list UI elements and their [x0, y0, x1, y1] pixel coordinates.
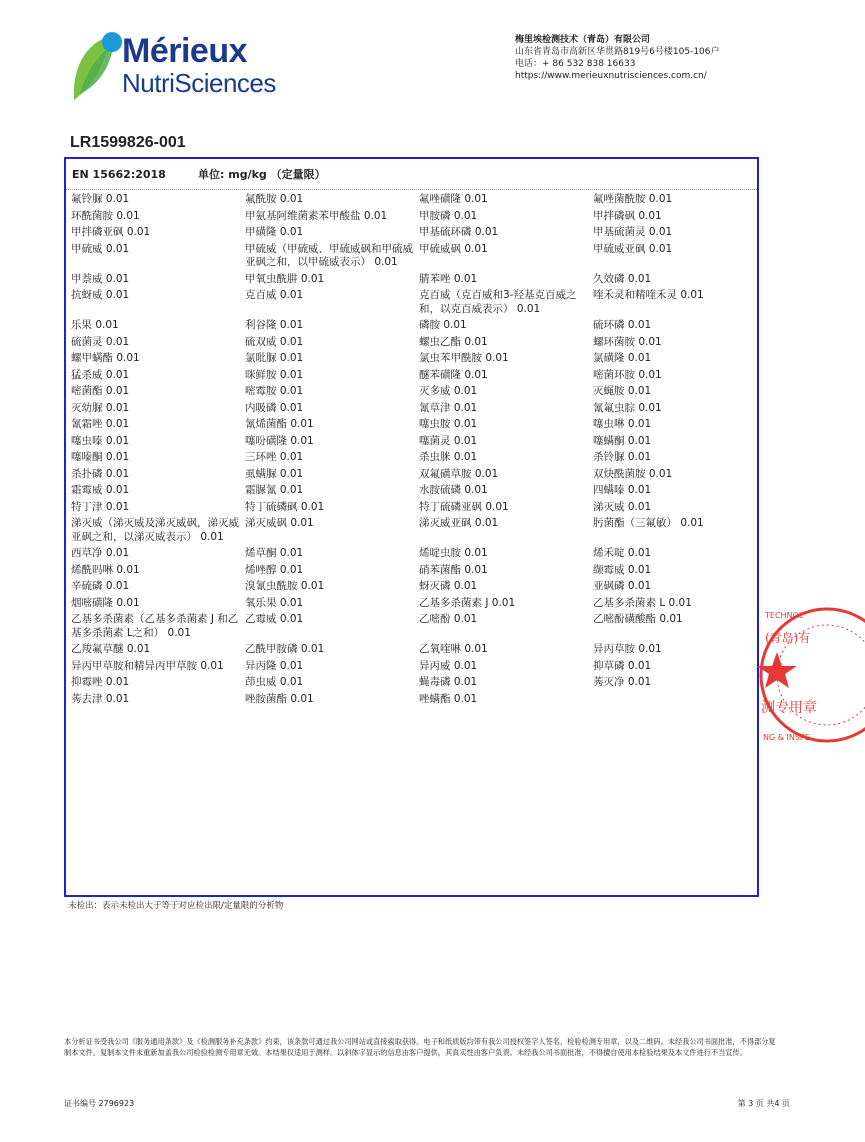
company-logo [70, 30, 280, 102]
analyte-cell: 双炔酰菌胺 0.01 [593, 467, 673, 480]
analyte-cell: 氰烯菌酯 0.01 [245, 418, 314, 430]
analyte-cell: 氟唑菌酰胺 0.01 [593, 193, 673, 205]
analyte-cell: 噻嗪酮 0.01 [71, 451, 130, 463]
analyte-cell: 氯吡脲 0.01 [245, 352, 304, 364]
analyte-cell: 甲磺隆 0.01 [245, 226, 304, 238]
analyte-cell: 乙嘧酚 0.01 [419, 613, 478, 625]
analyte-cell: 烯酰吗啉 0.01 [71, 563, 140, 576]
company-phone: 电话：+ 86 532 838 16633 [515, 59, 636, 69]
analyte-cell: 甲萘威 0.01 [71, 272, 130, 285]
legal-disclaimer: 本分析证书受我公司《服务通用条款》及《检测服务补充条款》约束，该条款可通过我公司网站或直接索取获得。电子和纸质版均带有我公司授权签字人签名，检验检测专用章，以及二维码。未经我公司书面批准，不得部分复制本文件。复制本文件未重新加盖我公司检验检测专用章无效。本结果仅适用于测样。以斜体字显示的信息由客户提供，其真实性由客户负责。未经我公司书面批准，不得擅自使用本检验结果及本文件进行不当宣传。 [64, 1037, 776, 1057]
method-standard: EN 15662:2018 [72, 167, 166, 181]
analyte-cell: 三环唑 0.01 [245, 451, 304, 463]
svg-text:测专用章: 测专用章 [761, 700, 817, 716]
analyte-cell: 氧乐果 0.01 [245, 596, 304, 609]
analyte-cell: 烟嘧磺隆 0.01 [71, 596, 140, 609]
table-header [66, 159, 757, 190]
analyte-cell: 猛杀威 0.01 [71, 368, 130, 381]
analyte-cell: 腈苯唑 0.01 [419, 272, 478, 285]
analyte-cell: 嘧霉胺 0.01 [245, 385, 304, 397]
analyte-cell: 噻菌灵 0.01 [419, 434, 478, 447]
analyte-cell: 噻虫胺 0.01 [419, 418, 478, 430]
analyte-cell: 涕灭威（涕灭威及涕灭威砜，涕灭威亚砜之和，以涕灭威表示） 0.01 [71, 517, 239, 543]
analyte-cell: 氟铃脲 0.01 [71, 193, 130, 205]
svg-text:(青岛)有: (青岛)有 [765, 631, 811, 645]
svg-text:TECHNOL: TECHNOL [765, 611, 804, 620]
analyte-cell: 磷胺 0.01 [419, 319, 467, 331]
analyte-cell: 硝苯菌酯 0.01 [419, 563, 488, 576]
analyte-cell: 乙基多杀菌素 J 0.01 [419, 596, 516, 609]
analyte-cell: 氟酰胺 0.01 [245, 193, 304, 205]
page-number: 第 3 页 共4 页 [737, 1099, 790, 1108]
analyte-cell: 涕灭威砜 0.01 [245, 517, 314, 529]
analyte-cell: 莠灭净 0.01 [593, 676, 652, 688]
analyte-cell: 久效磷 0.01 [593, 272, 652, 285]
analyte-cell: 螺甲螨酯 0.01 [71, 352, 140, 364]
analyte-cell: 异丙威 0.01 [419, 659, 478, 672]
analyte-cell: 氰草津 0.01 [419, 401, 478, 414]
analyte-cell: 辛硫磷 0.01 [71, 580, 130, 592]
analyte-cell: 氯虫苯甲酰胺 0.01 [419, 352, 509, 364]
analyte-cell: 灭幼脲 0.01 [71, 401, 130, 414]
company-name: 梅里埃检测技术（青岛）有限公司 [515, 35, 651, 45]
analyte-cell: 甲拌磷砜 0.01 [593, 209, 662, 222]
official-seal [755, 590, 815, 760]
analyte-cell: 利谷隆 0.01 [245, 319, 304, 331]
analyte-cell: 特丁津 0.01 [71, 500, 130, 513]
analyte-cell: 环酰菌胺 0.01 [71, 209, 140, 222]
analyte-cell: 内吸磷 0.01 [245, 401, 304, 414]
company-info [515, 34, 785, 82]
analyte-grid [66, 190, 757, 706]
analyte-cell: 茚虫威 0.01 [245, 676, 304, 688]
analyte-cell: 螺虫乙酯 0.01 [419, 335, 488, 348]
analyte-cell: 噻虫嗪 0.01 [71, 434, 130, 447]
report-id: LR1599826-001 [70, 134, 186, 151]
analyte-cell: 唑胺菌酯 0.01 [245, 692, 314, 705]
analyte-cell: 乙酰甲胺磷 0.01 [245, 643, 325, 655]
analyte-cell: 四螨嗪 0.01 [593, 484, 652, 496]
certificate-number: 证书编号 2796923 [64, 1099, 135, 1108]
company-address: 山东省青岛市高新区华贯路819号6号楼105-106户 [515, 47, 720, 57]
analyte-cell [593, 690, 762, 707]
analyte-cell: 异丙甲草胺和精异丙甲草胺 0.01 [71, 659, 224, 672]
analyte-cell: 乙基多杀菌素 L 0.01 [593, 596, 692, 609]
analyte-cell: 甲硫威 0.01 [71, 242, 130, 255]
analyte-cell: 蚜灭磷 0.01 [419, 580, 478, 592]
analyte-cell: 喹禾灵和精喹禾灵 0.01 [593, 289, 704, 301]
analyte-cell: 乙羧氟草醚 0.01 [71, 643, 151, 655]
analyte-cell: 西草净 0.01 [71, 547, 130, 559]
analyte-cell: 甲硫威砜 0.01 [419, 242, 488, 255]
analyte-cell: 异丙草胺 0.01 [593, 643, 662, 655]
analyte-cell: 克百威 0.01 [245, 289, 304, 301]
analyte-cell: 硫双威 0.01 [245, 335, 304, 348]
analyte-cell: 甲基硫菌灵 0.01 [593, 226, 673, 238]
unit-label: 单位: mg/kg （定量限） [198, 168, 326, 181]
analyte-cell: 噻螨酮 0.01 [593, 434, 652, 447]
logo-title: Mérieux [122, 32, 247, 70]
analyte-cell: 蝇毒磷 0.01 [419, 676, 478, 688]
analyte-cell: 水胺硫磷 0.01 [419, 484, 488, 496]
analyte-cell: 甲拌磷亚砜 0.01 [71, 226, 151, 238]
analyte-cell: 涕灭威 0.01 [593, 500, 652, 513]
analyte-cell: 特丁硫磷亚砜 0.01 [419, 500, 509, 513]
analyte-cell: 甲硫威亚砜 0.01 [593, 242, 673, 255]
analyte-cell: 灭蝇胺 0.01 [593, 385, 652, 397]
analyte-cell: 嘧菌环胺 0.01 [593, 368, 662, 381]
analyte-cell: 甲基硫环磷 0.01 [419, 226, 499, 238]
analyte-cell: 氟唑磺隆 0.01 [419, 193, 488, 205]
analyte-cell: 杀铃脲 0.01 [593, 451, 652, 463]
results-table [64, 157, 759, 897]
analyte-cell: 涕灭威亚砜 0.01 [419, 517, 499, 529]
analyte-cell: 螺环菌胺 0.01 [593, 335, 662, 348]
analyte-cell: 氯磺隆 0.01 [593, 352, 652, 364]
footnote: 未检出：表示未检出大于等于对应检出限/定量限的分析物 [68, 901, 284, 911]
analyte-cell: 醚苯磺隆 0.01 [419, 368, 488, 381]
analyte-cell: 特丁硫磷砜 0.01 [245, 500, 325, 513]
analyte-cell: 乙嘧酚磺酸酯 0.01 [593, 613, 683, 625]
analyte-cell: 莠去津 0.01 [71, 692, 130, 705]
analyte-cell: 烯禾啶 0.01 [593, 547, 652, 559]
analyte-cell: 噻吩磺隆 0.01 [245, 434, 314, 447]
analyte-cell: 硫环磷 0.01 [593, 319, 652, 331]
analyte-cell: 虱螨脲 0.01 [245, 467, 304, 480]
analyte-cell: 烯啶虫胺 0.01 [419, 547, 488, 559]
analyte-cell: 氰霜唑 0.01 [71, 418, 130, 430]
analyte-cell: 甲胺磷 0.01 [419, 209, 478, 222]
analyte-cell: 抗蚜威 0.01 [71, 289, 130, 301]
analyte-cell: 噻虫啉 0.01 [593, 418, 652, 430]
analyte-cell: 抑草磷 0.01 [593, 659, 652, 672]
analyte-cell: 缬霉威 0.01 [593, 563, 652, 576]
analyte-cell: 氰氟虫腙 0.01 [593, 401, 662, 414]
analyte-cell: 嘧菌酯 0.01 [71, 385, 130, 397]
analyte-cell: 杀扑磷 0.01 [71, 467, 130, 480]
svg-text:NG & INSPE: NG & INSPE [763, 733, 810, 742]
analyte-cell: 溴氰虫酰胺 0.01 [245, 580, 325, 592]
analyte-cell: 克百威（克百威和3-羟基克百威之和，以克百威表示） 0.01 [419, 289, 577, 315]
analyte-cell: 甲硫威（甲硫威、甲硫威砜和甲硫威亚砜之和，以甲硫威表示） 0.01 [245, 242, 413, 268]
seal-icon [755, 590, 865, 760]
analyte-cell: 甲氧虫酰肼 0.01 [245, 272, 325, 285]
analyte-cell: 硫菌灵 0.01 [71, 335, 130, 348]
analyte-cell: 杀虫脒 0.01 [419, 451, 478, 463]
analyte-cell: 霜霉威 0.01 [71, 484, 130, 496]
analyte-cell: 乙氧喹啉 0.01 [419, 643, 488, 655]
analyte-cell: 霜脲氰 0.01 [245, 484, 304, 496]
analyte-cell: 甲氨基阿维菌素苯甲酸盐 0.01 [245, 209, 388, 222]
analyte-cell: 灭多威 0.01 [419, 385, 478, 397]
analyte-cell: 双氟磺草胺 0.01 [419, 467, 499, 480]
company-website[interactable]: https://www.merieuxnutrisciences.com.cn/ [515, 71, 707, 81]
analyte-cell: 烯唑醇 0.01 [245, 563, 304, 576]
analyte-cell: 肟菌酯（三氟敏） 0.01 [593, 517, 704, 529]
analyte-cell: 乙霉威 0.01 [245, 613, 304, 625]
analyte-cell: 唑螨酯 0.01 [419, 692, 478, 705]
analyte-cell: 乐果 0.01 [71, 319, 119, 331]
analyte-cell: 亚砜磷 0.01 [593, 580, 652, 592]
analyte-cell: 抑霉唑 0.01 [71, 676, 130, 688]
analyte-cell: 异丙隆 0.01 [245, 659, 304, 672]
logo-leaf-icon [70, 30, 122, 102]
logo-subtitle: NutriSciences [122, 68, 276, 98]
analyte-cell: 乙基多杀菌素（乙基多杀菌素 J 和乙基多杀菌素 L之和） 0.01 [71, 613, 239, 639]
analyte-cell: 烯草酮 0.01 [245, 547, 304, 559]
analyte-cell: 咪鲜胺 0.01 [245, 368, 304, 381]
